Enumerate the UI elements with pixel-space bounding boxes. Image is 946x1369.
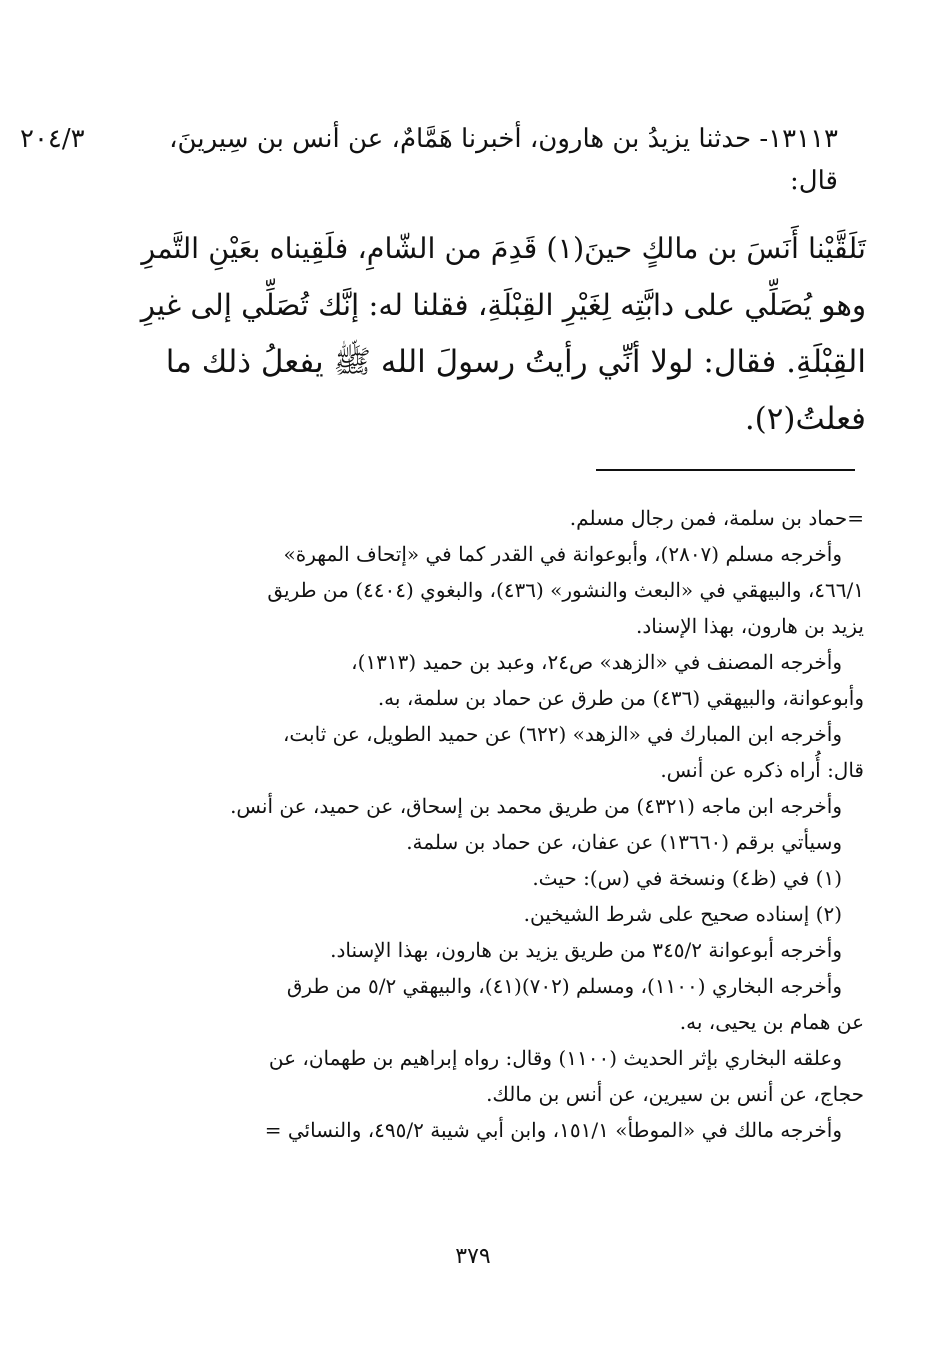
footnote-separator: [596, 469, 855, 471]
footnote-line: وأخرجه مسلم (٢٨٠٧)، وأبوعوانة في القدر كما في «إتحاف المهرة»: [283, 542, 842, 566]
page-number: ٣٧٩: [455, 1244, 491, 1269]
footnote-line: حجاج، عن أنس بن سيرين، عن أنس بن مالك.: [486, 1082, 864, 1106]
footnotes: [144, 500, 864, 1148]
hadith-text-line: وهو يُصَلِّي على دابَّتِه لِغَيْرِ القِبْلَةِ، فقلنا له: إنَّك تُصَلِّي إلى غيرِ: [140, 288, 866, 322]
footnote-line: وأبوعوانة، والبيهقي (٤٣٦) من طرق عن حماد بن سلمة، به.: [377, 686, 864, 710]
footnote-line: قال: أُراه ذكره عن أنس.: [660, 758, 864, 782]
footnote-line: عن همام بن يحيى، به.: [679, 1010, 864, 1034]
hadith-isnad-line: ١٣١١٣- حدثنا يزيدُ بن هارون، أخبرنا هَمَّامٌ، عن أنس بن سِيرينَ،: [169, 124, 838, 154]
footnote-line: وأخرجه البخاري (١١٠٠)، ومسلم (٧٠٢)(٤١)، والبيهقي ٥/٢ من طرق: [286, 974, 842, 998]
footnote-line: وعلقه البخاري بإثر الحديث (١١٠٠) وقال: رواه إبراهيم بن طهمان، عن: [268, 1046, 842, 1070]
footnote-line: وسيأتي برقم (١٣٦٦٠) عن عفان، عن حماد بن سلمة.: [406, 830, 842, 854]
footnote-line: وأخرجه مالك في «الموطأ» ١٥١/١، وابن أبي شيبة ٤٩٥/٢، والنسائي =: [264, 1118, 842, 1142]
hadith-text: [126, 220, 866, 448]
footnote-line: وأخرجه ابن ماجه (٤٣٢١) من طريق محمد بن إسحاق، عن حميد، عن أنس.: [230, 794, 842, 818]
footnote-line: وأخرجه المصنف في «الزهد» ص٢٤، وعبد بن حميد (١٣١٣)،: [351, 650, 842, 674]
footnote-line: وأخرجه أبوعوانة ٣٤٥/٢ من طريق يزيد بن هارون، بهذا الإسناد.: [330, 938, 842, 962]
hadith-text-line: القِبْلَةِ. فقال: لولا أنِّي رأيتُ رسولَ الله ﷺ يفعلُ ذلك ما: [165, 344, 866, 380]
footnote-line: ٤٦٦/١، والبيهقي في «البعث والنشور» (٤٣٦)، والبغوي (٤٤٠٤) من طريق: [267, 578, 864, 602]
footnote-line: (١) في (ظ٤) ونسخة في (س): حيث.: [532, 866, 842, 890]
hadith-isnad-continuation: قال:: [789, 166, 838, 196]
hadith-text-line: تَلَقَّيْنا أَنَسَ بن مالكٍ حينَ(١) قَدِمَ من الشّامِ، فلَقِيناه بعَيْنِ التَّمرِ: [141, 231, 866, 265]
volume-page-reference: ٢٠٤/٣: [20, 124, 85, 154]
footnote-line: (٢) إسناده صحيح على شرط الشيخين.: [523, 902, 842, 926]
hadith-heading: [138, 118, 838, 202]
footnote-line: يزيد بن هارون، بهذا الإسناد.: [636, 614, 864, 638]
footnote-line: =حماد بن سلمة، فمن رجال مسلم.: [569, 506, 864, 530]
hadith-text-line: فعلتُ(٢).: [744, 401, 866, 437]
footnote-line: وأخرجه ابن المبارك في «الزهد» (٦٢٢) عن حميد الطويل، عن ثابت،: [282, 722, 842, 746]
